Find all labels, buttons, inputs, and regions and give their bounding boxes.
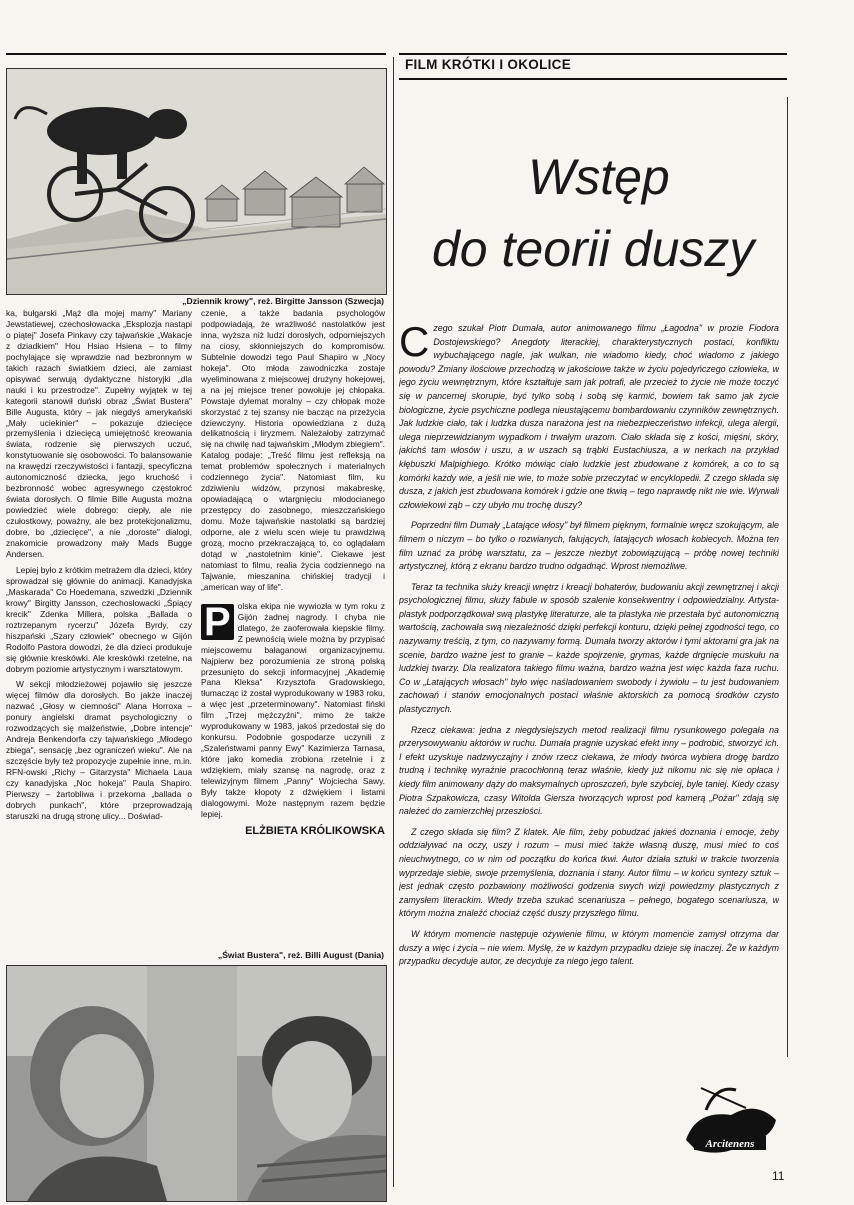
headline-line-2: do teorii duszy <box>432 221 755 277</box>
col1-paragraph: ka, bułgarski „Mąż dla mojej mamy" Mariany Jewstatiewej, czechosłowacka „Eksplozja nastąpi o piątej" Josefa Pinkavy czy tajwańskie „Wakacje z dziadkiem" Hou Hsiao Hsiena – to filmy pochylające się wprawdzie nad bezbronnym w takich razach światkiem dzieci, ale zamiast opisywać serwują dydaktyczne historyjki „dla nauki i ku przestrodze". Zupełny wyjątek w tej kategorii stanowił duński obraz „Świat Bustera" Bille Augusta, który – jak niegdyś amerykański „Mały uciekinier" – pokazuje dziecięce przemyślenia i dziecięcą umiejętność kreowania świata, rodzenie się pierwszych uczuć, konstytuowanie się osobowości. To balansowanie na krawędzi rzeczywistości i fantazji, specyficzna autonomiczność dziecka, jego kruchość i bezbronność wobec agresywnego częstokroć świata dorosłych. O filmie Bille Augusta można powiedzieć wiele dobrego: ciepły, ale nie czułostkowy, poważny, ale bez protekcjonalizmu, dobre, bo „dziecięce", a nie „doroste" dialogi, znakomicie prowadzony mały Mads Bugge Andersen. <box>6 308 192 559</box>
right-frame-line <box>787 97 788 1057</box>
buster-world-still <box>6 965 387 1202</box>
section-title: FILM KRÓTKI I OKOLICE <box>405 57 572 72</box>
arcitenens-logo <box>676 1080 784 1166</box>
bottom-photo-caption: „Świat Bustera", reż. Billi August (Dania) <box>217 950 384 960</box>
dropcap-p: P <box>201 604 234 640</box>
top-photo-caption: „Dziennik krowy", reż. Birgitte Jansson (Szwecja) <box>182 296 384 306</box>
col2-paragraph-with-dropcap: P olska ekipa nie wywiozła w tym roku z Gijón żadnej nagrody. I chyba nie dlatego, że zaoferowała kiepskie filmy. Z pewnością wiele można by przypisać miejscowemu bałaganowi organizacyjnemu. Najpierw bez porozumienia ze stroną polską przesunięto do sekcji informacyjnej „Akademię Pana Kleksa" Krzysztofa Gradowskiego, tłumacząc iż został wyprodukowany w 1983 roku, a więc jest „przeterminowany". Natomiast fiński film „Trzej mężczyźni", mimo że także wyprodukowany w 1983, jakoś przedostał się do konkursu. Podobnie gospodarze uczynili z „Szaleństwami panny Ewy" Kazimierza Tarnasa, które jako komedia zrobiona rzetelnie i z wdziękiem, miały szansę na nagrodę, oraz z telewizyjnym filmem „Panny" Wojciecha Sawy. Były także kłopoty z dźwiękiem i listami dialogowymi. Może następnym razem będzie lepiej. <box>201 599 385 819</box>
logo-text: Arcitenens <box>705 1138 755 1150</box>
col1-paragraph: W sekcji młodzieżowej pojawiło się jeszcze więcej filmów dla dorosłych. Bo jakże inaczej nazwać „Głosy w ciemności" Alana Horroxa – ponury angielski dramat psychologiczny o rozwodzących się małżeństwie, „Dobre intencje" Andreja Benkendorfa czy tajwańskiego „Młodego zbiega", sensację „bez ograniczeń wieku". Ale na szczęście były też propozycje zupełnie inne, m.in. RFN-owski „Richy – Gitarzysta" Michaela Laua czy kanadyjska „Noc hokeja" Paula Shapiro. Pierwszy – żartobliwa i przekorna „ballada o dobrych punkach", które przeprowadzają staruszki na drugą stronę ulicy... Doświad- <box>6 679 192 821</box>
left-article-column-2 <box>201 308 385 953</box>
col1-paragraph: Lepiej było z krótkim metrażem dla dzieci, który sprowadzał się głównie do animacji. Kanadyjska „Maskarada" Co Hoedemana, szwedzki „Dziennik krowy" Birgitty Jansson, czechosłowacki „Śpiący krecik" Zdenka Millera, polska „Ballada o roztrzepanym rycerzu" Józefa Byrdy, czy hiszpański „Szary człowiek" obecnego w Gijón Rodolfo Pastora dowodzi, że dla dzieci produkuje się głównie kreskówki. Ale kreskówki rzetelne, na dobrym poziomie artystycznym i warsztatowym. <box>6 564 192 674</box>
author-byline: ELŻBIETA KRÓLIKOWSKA <box>245 824 385 837</box>
section-underline <box>399 78 787 80</box>
headline-line-1: Wstęp <box>528 149 670 205</box>
right-paragraph: Rzecz ciekawa: jedna z niegdysiejszych metod realizacji filmu rysunkowego polegała na przerysowywaniu aktorów w ruchu. Dumała pragnie uzyskać efekt inny – podrobić, stworzyć ich. I efekt uzyskuje nadzwyczajny i znów rzecz ciekawa, że młody twórca wybiera drogę bardzo trudną i technikę wyraźnie pracochłonną teraz właśnie, kiedy już nikomu nic się nie opłaca i kiedy film animowany dąży do maksymalnych uproszczeń, byle szybciej, byle taniej. Kiedy czasy Piotra Szpakowicza, czasy Witolda Giersza tworzących wprost pod kamerą „Pożar" zdają się należeć do zamierzchłej przeszłości. <box>399 724 779 817</box>
left-article-column-1 <box>6 308 192 953</box>
right-paragraph: W którym momencie następuje ożywienie filmu, w którym momencie zamysł otrzyma dar duszy a więc i życia – nie wiem. Myślę, że w każdym przypadku dzieje się inaczej. Że w każdym przypadku decyduje autor, ze decyduje za niego jego talent. <box>399 928 779 967</box>
right-paragraph: Teraz ta technika służy kreacji wnętrz i kreacji bohaterów, budowaniu akcji zewnętrznej i akcji psychologicznej filmu, służy fabule w sposób szalenie konsekwentny i odpowiedzialny. Artysta-plastyk podporządkował swą plastykę literaturze, ale ta plastyka nie przestała być autonomiczną wartością, zachowała swą niezależność dzięki perfekcji konturu, dzięki pełnej zgodności tego, co nazywamy treścią, z tym, co nazywamy formą. Dumała tworzy aktorów i tymi aktorami gra jak na scenie, bardzo ważne jest to granie – każde spojrzenie, grymas, każde drgnięcie muskułu na ludzkiej twarzy. Dla realizatora takiego filmu ważna, bardzo ważna jest więc każda faza ruchu. Co w „Latających włosach" było więc naśladowaniem swobody i żywiołu – tu jest budowaniem zachowań i stanów emocjonalnych postaci właśnie aktorskich za pomocą środków czysto plastycznych. <box>399 581 779 715</box>
vertical-divider <box>393 57 394 1187</box>
page-number: 11 <box>772 1169 785 1183</box>
dropcap-c: C <box>399 322 430 365</box>
right-paragraph: Poprzedni film Dumały „Latające włosy" był filmem pięknym, formalnie wręcz szokującym, ale filmem o niczym – bo tylko o rozwianych, falujących, latających włosach kobiecych. Można ten film uznać za próbę warsztatu, za – jeszcze niezbyt zobowiązującą – próbę nowej techniki artystycznej, którą z ekranu bardzo trudno odgadnąć. Wprost niemożliwe. <box>399 520 779 572</box>
right-paragraph-with-dropcap: Czego szukał Piotr Dumała, autor animowanego filmu „Łagodna" w prozie Fiodora Dostojewskiego? Anegdoty literackiej, charakterystycznych postaci, konfliktu wybuchającego nagle, jak wulkan, nie wiadomo kiedy, choć wiadomo z jakiego powodu? Zmiany ilościowe przechodzą w jakościowe także w życiu pojedyńczego człowieka, w jego życiu wewnętrznym, które kształtuje sam jak potrafi, ale przecież to życie nie może toczyć się w pancernej skorupie, być tylko sobą i sobą się karmić, bowiem tak samo jak życie biologiczne, życie psychiczne podlega nieustającemu bombardowaniu czynników zewnętrznych. Jak ludzkie ciało, tak i ludzka dusza narażona jest na niebezpieczeństwo infekcji, ulega alergii, ulega nieprzewidzianym wypadkom i trwałym urazom. Ciało składa się z kości, mięśni, skóry, jakichś tam włosów i uszu, a w uszach są trąbki Eustachiusza, a w nerkach na przykład kłębuszki Malpighiego. Krótko mówiąc ciało ludzkie jest zbudowane z komórek, a co to są komórki każdy wie, a jeśli nie wie, to może sobie przeczytać w encyklopedii. Z czego składa się dusza, z jakich jest zbudowana komórek i gdzie one tkwią – tego naprawdę nikt nie wie. Wyrwali człowiekowi ząb – czy ubyło mu trochę duszy? <box>399 322 779 510</box>
top-rule-right <box>399 53 787 55</box>
top-rule-left <box>6 53 386 55</box>
right-article <box>399 322 779 976</box>
right-paragraph: Z czego składa się film? Z klatek. Ale film, żeby pobudzać jakieś doznania i emocje, żeby oddziaływać na oczy, uszy i rozum – musi mieć także własną duszę, musi mieć to coś nieuchwytnego, co w nim od początku do końca tkwi. Autor działa sztuki w trakcie tworzenia wyprzedaje siebie, swoje przemyślenia, doznania i stany. Autor filmu – w końcu syntezy sztuk – jest jednak często pozbawiony możliwości godzenia swych wizji powiedzmy plastycznych z zamysłem literackim. Wtedy trzeba szukać scenariusza – pełnego, bogatego scenariusza, w którym można znaleźć chociaż część duszy przyszłego filmu. <box>399 826 779 919</box>
cow-diary-still <box>6 68 387 295</box>
col2-paragraph: czenie, a także badania psychologów podpowiadają, że wrażliwość nastolatków jest inna, wyższa niż ludzi dorosłych, odporniejszych na ciosy, skłonniejszych do kompromisów. Subtelnie dowodzi tego Paul Shapiro w „Nocy hokeja". Oto młoda zawodniczka zostaje wyeliminowana z miejscowej drużyny hokejowej, a na jej miejsce trener powołuje jej chłopaka. Powstaje dylemat moralny – czy chłopak może skorzystać z tej szansy nie bacząc na przeżycia dziewczyny. Historia opowiedziana z dużą delikatnością i liryzmem. Należałoby zatrzymać się na chwilę nad tajwańskim „Młodym zbiegiem". Katalog podaje: „Treść filmu jest refleksją na temat problemów społecznych i materialnych codziennego życia". Natomiast film, ku zdziwieniu widzów, przynosi makabreskę, opowiadającą o wtargnięciu młodocianego przestępcy do zasobnego, mieszczańskiego domu. Może tajwańskie nastolatki są bardziej odporne, ale z wielu scen wieje tu prawdziwą grozą, mocno przekraczającą to, co oglądałam dotąd w „nastoletnim kinie". Ciekawe jest natomiast to filmu, realia życia codziennego na Tajwanie, mieszanina chińskiej tradycji i „american way of life". <box>201 308 385 592</box>
